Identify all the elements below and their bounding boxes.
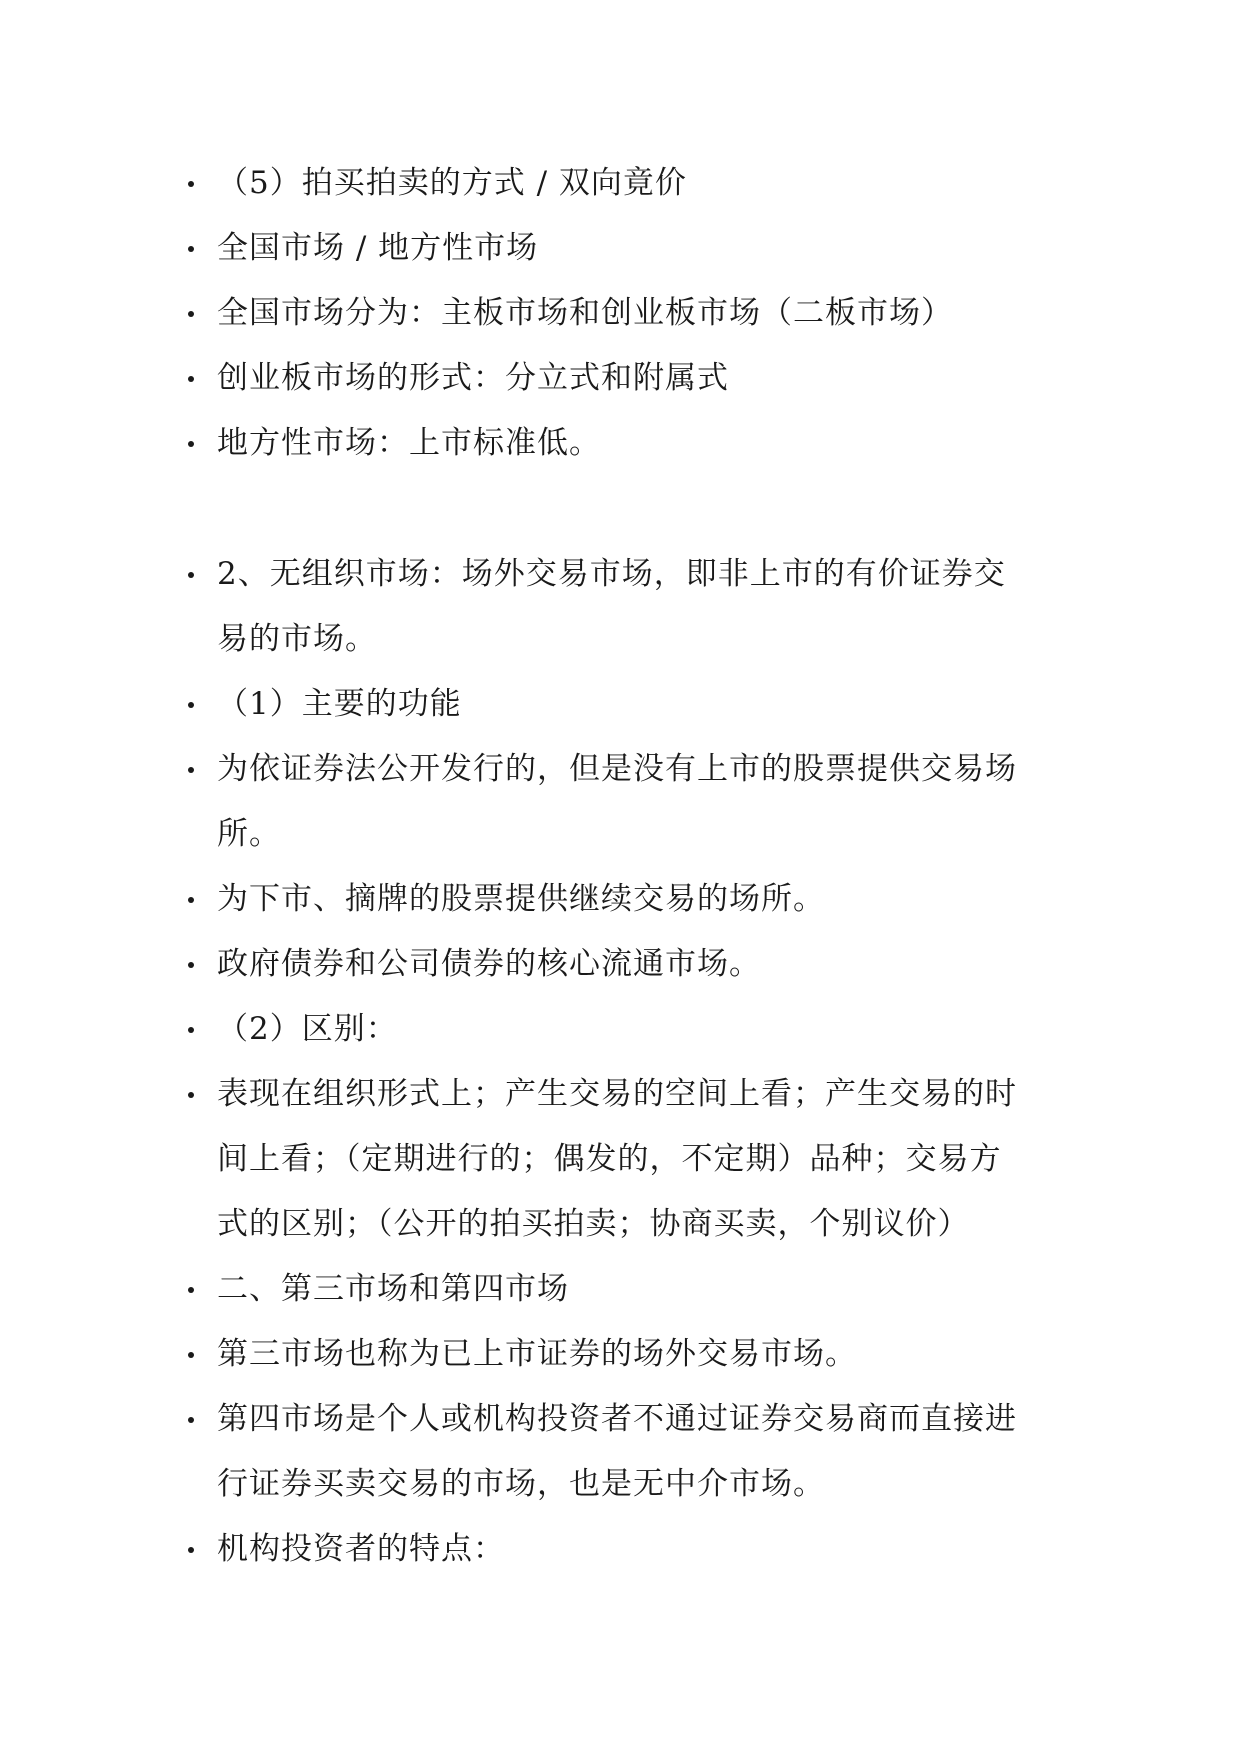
bullet-icon xyxy=(188,1287,194,1293)
bullet-icon xyxy=(188,1092,194,1098)
bullet-icon xyxy=(188,246,194,252)
list-item-text: 政府债券和公司债券的核心流通市场。 xyxy=(217,946,761,982)
bullet-icon xyxy=(188,376,194,382)
list-item-text: 创业板市场的形式：分立式和附属式 xyxy=(217,360,729,396)
list-item-text: 机构投资者的特点： xyxy=(217,1531,505,1567)
bullet-icon xyxy=(188,1027,194,1033)
list-item-text: 第三市场也称为已上市证券的场外交易市场。 xyxy=(217,1336,857,1372)
bullet-icon xyxy=(188,1417,194,1423)
list-item-text: 地方性市场：上市标准低。 xyxy=(217,425,601,461)
list-item-text: 2、无组织市场：场外交易市场，即非上市的有价证券交 易的市场。 xyxy=(217,556,1006,657)
bullet-icon xyxy=(188,962,194,968)
bullet-icon xyxy=(188,767,194,773)
bullet-icon xyxy=(188,1352,194,1358)
list-item-text: 全国市场分为：主板市场和创业板市场（二板市场） xyxy=(217,295,953,331)
list-item-text: 全国市场 / 地方性市场 xyxy=(217,230,539,266)
bullet-icon xyxy=(188,311,194,317)
list-item-text: 表现在组织形式上；产生交易的空间上看；产生交易的时 间上看；（定期进行的；偶发的，不定期）品种；交易方 式的区别；（公开的拍买拍卖；协商买卖，个别议价） xyxy=(217,1076,1017,1242)
list-item-text: （2）区别： xyxy=(217,1011,398,1047)
list-item-text: （1）主要的功能 xyxy=(217,686,462,722)
list-item-text: 二、第三市场和第四市场 xyxy=(217,1271,569,1307)
bullet-icon xyxy=(188,181,194,187)
list-item-text: 为依证券法公开发行的，但是没有上市的股票提供交易场 所。 xyxy=(217,751,1017,852)
bullet-icon xyxy=(188,897,194,903)
bullet-icon xyxy=(188,702,194,708)
bullet-icon xyxy=(188,441,194,447)
bullet-icon xyxy=(188,572,194,578)
list-item-text: 第四市场是个人或机构投资者不通过证券交易商而直接进 行证券买卖交易的市场，也是无中介市场。 xyxy=(217,1401,1017,1502)
list-item-text: 为下市、摘牌的股票提供继续交易的场所。 xyxy=(217,881,825,917)
list-item-text: （5）拍买拍卖的方式 / 双向竟价 xyxy=(217,165,687,201)
bullet-icon xyxy=(188,1547,194,1553)
